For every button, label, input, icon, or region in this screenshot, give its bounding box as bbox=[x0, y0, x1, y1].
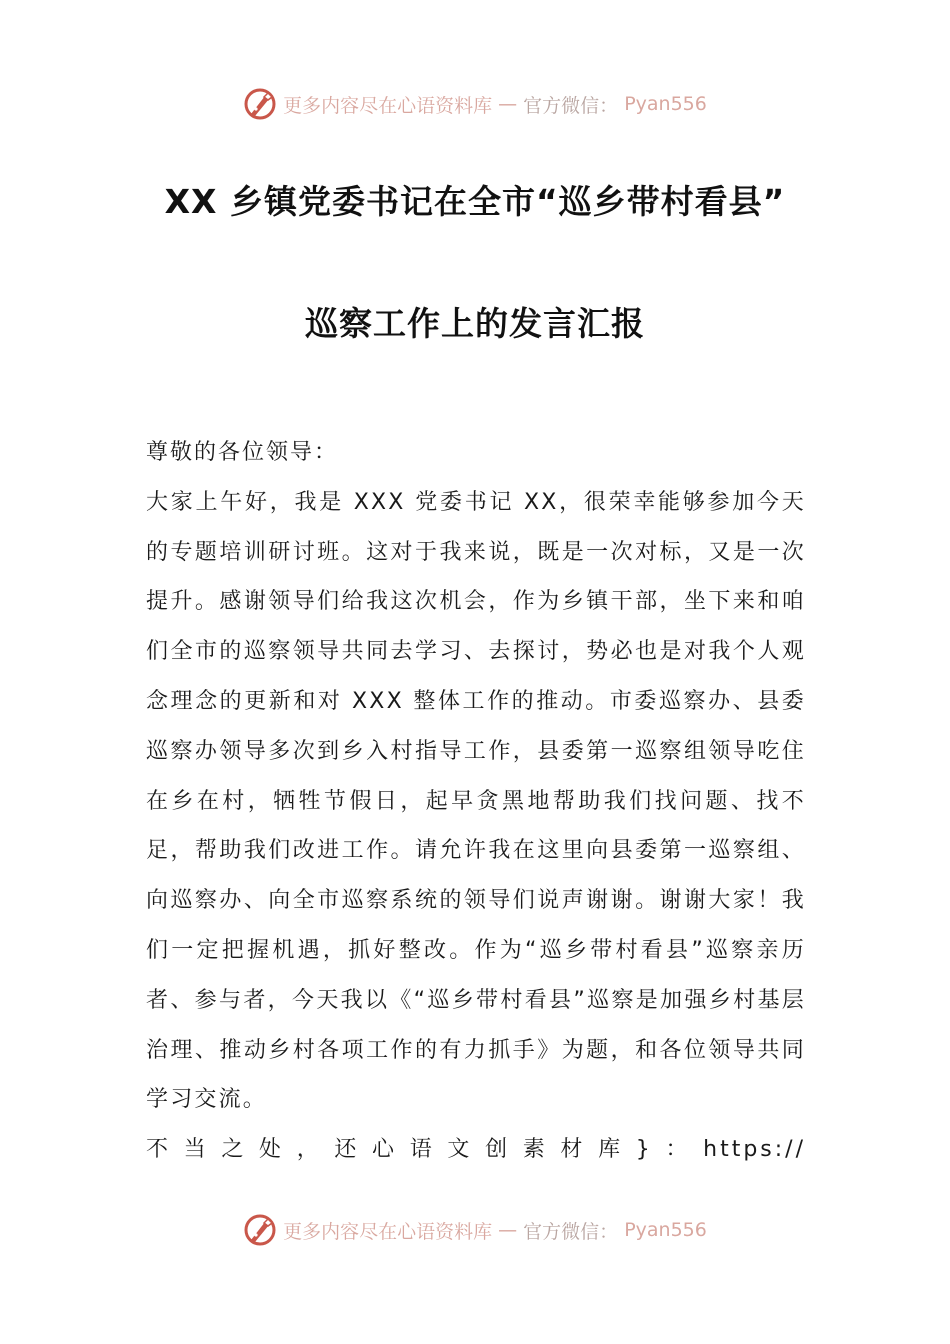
footer-watermark bbox=[0, 1210, 950, 1250]
salutation: 尊敬的各位领导： bbox=[146, 440, 339, 465]
watermark-sub-text: 官方微信： bbox=[523, 1220, 619, 1243]
pen-logo-icon bbox=[243, 1213, 277, 1247]
watermark-main-text: 更多内容尽在心语资料库 bbox=[283, 94, 493, 117]
watermark-main-text: 更多内容尽在心语资料库 bbox=[283, 1220, 493, 1243]
pen-logo-icon bbox=[243, 87, 277, 121]
watermark-dash: — bbox=[498, 93, 518, 115]
document-body bbox=[146, 428, 806, 1175]
header-watermark bbox=[0, 84, 950, 124]
document-title-line-2: 巡察工作上的发言汇报 bbox=[305, 304, 645, 343]
watermark-dash: — bbox=[498, 1219, 518, 1241]
document-title-line-1: XX 乡镇党委书记在全市“巡乡带村看县” bbox=[164, 182, 786, 221]
watermark-wechat-id: Pyan556 bbox=[624, 1219, 707, 1241]
body-last-line: 不当之处，还心语文创素材库}：https:// bbox=[146, 1137, 806, 1163]
body-paragraph: 大家上午好，我是 XXX 党委书记 XX，很荣幸能够参加今天的专题培训研讨班。这对于我来说，既是一次对标，又是一次提升。感谢领导们给我这次机会，作为乡镇干部，坐下来和咱们全市的巡察领导共同去学习、去探讨，势必也是对我个人观念理念的更新和对 XXX 整体工作的推动。市委巡察办、县委巡察办领导多次到乡入村指导工作，县委第一巡察组领导吃住在乡在村，牺牲节假日，起早贪黑地帮助我们找问题、找不足，帮助我们改进工作。请允许我在这里向县委第一巡察组、向巡察办、向全市巡察系统的领导们说声谢谢。谢谢大家！我们一定把握机遇，抓好整改。作为“巡乡带村看县”巡察亲历者、参与者，今天我以《“巡乡带村看县”巡察是加强乡村基层治理、推动乡村各项工作的有力抓手》为题，和各位领导共同学习交流。 bbox=[146, 489, 806, 1113]
watermark-sub-text: 官方微信： bbox=[523, 94, 619, 117]
watermark-wechat-id: Pyan556 bbox=[624, 93, 707, 115]
